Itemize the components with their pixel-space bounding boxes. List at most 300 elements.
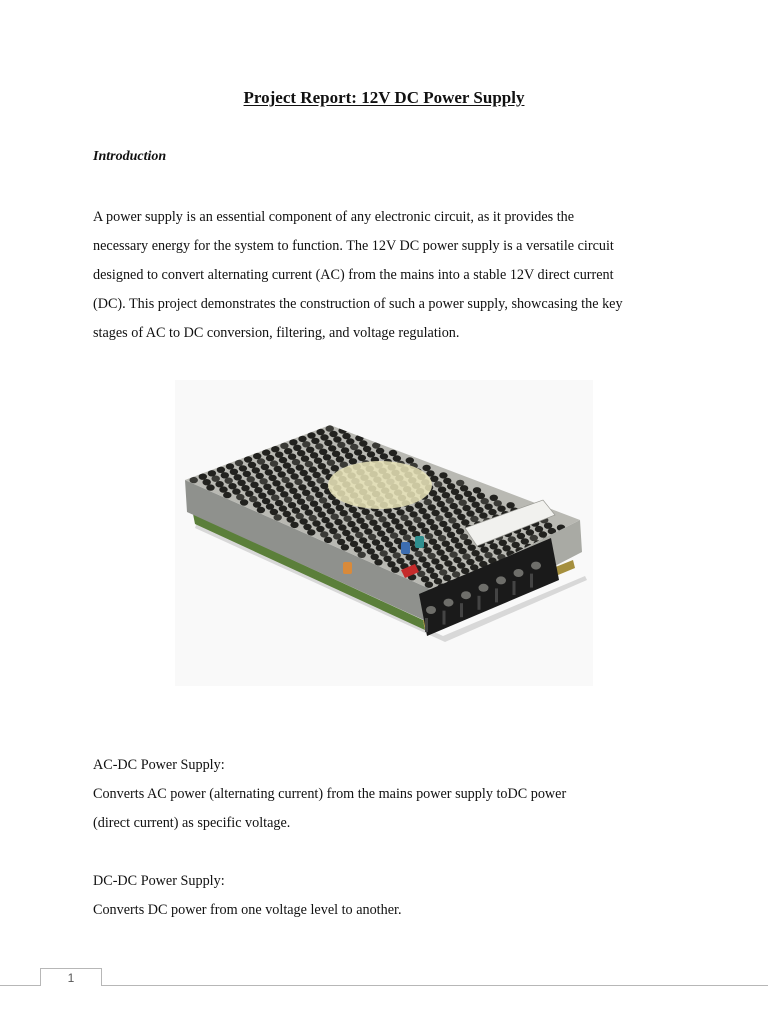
- vent-hole: [345, 453, 353, 459]
- vent-hole: [294, 479, 302, 485]
- vent-hole: [460, 534, 468, 540]
- vent-hole: [297, 499, 305, 505]
- vent-hole: [435, 564, 443, 570]
- vent-hole: [306, 495, 314, 501]
- vent-hole: [301, 504, 309, 510]
- vent-hole: [506, 502, 514, 508]
- vent-hole: [449, 551, 457, 557]
- vent-hole: [340, 510, 348, 516]
- vent-hole: [448, 566, 456, 572]
- vent-hole: [493, 549, 501, 555]
- vent-hole: [271, 446, 279, 452]
- vent-hole: [439, 521, 447, 527]
- vent-hole: [455, 543, 463, 549]
- vent-hole: [425, 582, 433, 588]
- vent-hole: [338, 524, 346, 530]
- vent-hole: [440, 506, 448, 512]
- vent-hole: [452, 523, 460, 529]
- vent-hole: [381, 536, 389, 542]
- vent-hole: [466, 510, 474, 516]
- vent-hole: [327, 460, 335, 466]
- ac-dc-line: Converts AC power (alternating current) from the mains power supply toDC power: [93, 786, 567, 802]
- vent-hole: [365, 514, 373, 520]
- vent-hole: [430, 573, 438, 579]
- vent-hole: [455, 494, 463, 500]
- vent-hole: [336, 505, 344, 511]
- vent-hole: [468, 545, 476, 551]
- vent-hole: [203, 479, 211, 485]
- vent-hole: [424, 547, 432, 553]
- vent-hole: [321, 517, 329, 523]
- vent-hole: [328, 445, 336, 451]
- vent-hole: [306, 447, 314, 453]
- vent-hole: [434, 530, 442, 536]
- vent-hole: [256, 473, 264, 479]
- vent-hole: [393, 455, 401, 461]
- vent-hole: [464, 539, 472, 545]
- vent-hole: [453, 508, 461, 514]
- vent-hole: [382, 522, 390, 528]
- vent-hole: [305, 509, 313, 515]
- vent-hole: [421, 528, 429, 534]
- terminal-divider: [425, 618, 428, 632]
- vent-hole: [426, 567, 434, 573]
- transformer-glimpse: [328, 461, 432, 509]
- vent-hole: [309, 466, 317, 472]
- vent-hole: [464, 491, 472, 497]
- vent-hole: [263, 484, 271, 490]
- vent-hole: [452, 571, 460, 577]
- vent-hole: [354, 449, 362, 455]
- vent-hole: [508, 536, 516, 542]
- vent-hole: [418, 508, 426, 514]
- vent-hole: [451, 537, 459, 543]
- vent-hole: [262, 498, 270, 504]
- vent-hole: [446, 497, 454, 503]
- vent-hole: [409, 511, 417, 517]
- vent-hole: [417, 522, 425, 528]
- vent-hole: [225, 478, 233, 484]
- vent-hole: [333, 436, 341, 442]
- vent-hole: [310, 452, 318, 458]
- vent-hole: [331, 514, 339, 520]
- vent-hole: [296, 513, 304, 519]
- vent-hole: [380, 453, 388, 459]
- vent-hole: [456, 480, 464, 486]
- vent-hole: [319, 449, 327, 455]
- vent-hole: [319, 497, 327, 503]
- vent-hole: [466, 559, 474, 565]
- paragraph-line: A power supply is an essential component of any electronic circuit, as it provides the: [93, 209, 575, 225]
- vent-hole: [311, 438, 319, 444]
- vent-hole: [244, 456, 252, 462]
- vent-hole: [351, 526, 359, 532]
- vent-hole: [311, 486, 319, 492]
- terminal-screw: [444, 599, 454, 607]
- vent-hole: [354, 546, 362, 552]
- vent-hole: [287, 516, 295, 522]
- vent-hole: [312, 472, 320, 478]
- vent-hole: [235, 460, 243, 466]
- vent-hole: [386, 527, 394, 533]
- vent-hole: [364, 528, 372, 534]
- vent-hole: [479, 512, 487, 518]
- vent-hole: [406, 506, 414, 512]
- terminal-divider: [443, 611, 446, 625]
- vent-hole: [219, 486, 227, 492]
- vent-hole: [434, 481, 442, 487]
- vent-hole: [318, 463, 326, 469]
- vent-hole: [372, 539, 380, 545]
- vent-hole: [324, 440, 332, 446]
- vent-hole: [367, 451, 375, 457]
- vent-hole: [333, 533, 341, 539]
- terminal-divider: [513, 581, 516, 595]
- vent-hole: [433, 495, 441, 501]
- vent-hole: [257, 458, 265, 464]
- vent-hole: [326, 425, 334, 431]
- paragraph-line: designed to convert alternating current (AC) from the mains into a stable 12V direct current: [93, 267, 614, 283]
- introduction-paragraph: [93, 203, 693, 348]
- vent-hole: [293, 445, 301, 451]
- vent-hole: [539, 531, 547, 537]
- vent-hole: [316, 429, 324, 435]
- vent-hole: [190, 477, 198, 483]
- vent-hole: [314, 458, 322, 464]
- vent-hole: [342, 433, 350, 439]
- vent-hole: [456, 528, 464, 534]
- vent-hole: [422, 513, 430, 519]
- terminal-divider: [460, 603, 463, 617]
- vent-hole: [314, 506, 322, 512]
- vent-hole: [302, 490, 310, 496]
- vent-hole: [272, 480, 280, 486]
- vent-hole: [320, 434, 328, 440]
- vent-hole: [369, 520, 377, 526]
- vent-hole: [299, 518, 307, 524]
- vent-hole: [284, 497, 292, 503]
- vent-hole: [281, 477, 289, 483]
- vent-hole: [457, 562, 465, 568]
- vent-hole: [387, 561, 395, 567]
- vent-hole: [316, 477, 324, 483]
- vent-hole: [324, 537, 332, 543]
- vent-hole: [371, 554, 379, 560]
- vent-hole: [212, 476, 220, 482]
- vent-hole: [274, 514, 282, 520]
- vent-hole: [399, 529, 407, 535]
- vent-hole: [315, 492, 323, 498]
- vent-hole: [221, 472, 229, 478]
- vent-hole: [406, 457, 414, 463]
- vent-hole: [257, 507, 265, 513]
- vent-hole: [292, 459, 300, 465]
- vent-hole: [421, 576, 429, 582]
- vent-hole: [310, 501, 318, 507]
- vent-hole: [428, 504, 436, 510]
- vent-hole: [250, 482, 258, 488]
- vent-hole: [237, 480, 245, 486]
- vent-hole: [360, 523, 368, 529]
- vent-hole: [526, 529, 534, 535]
- vent-hole: [208, 470, 216, 476]
- vent-hole: [325, 522, 333, 528]
- ac-dc-heading: AC-DC Power Supply:: [93, 757, 225, 773]
- vent-hole: [247, 476, 255, 482]
- vent-hole: [437, 501, 445, 507]
- vent-hole: [307, 481, 315, 487]
- vent-hole: [331, 465, 339, 471]
- vent-hole: [356, 518, 364, 524]
- vent-hole: [239, 465, 247, 471]
- vent-hole: [377, 530, 385, 536]
- vent-hole: [350, 444, 358, 450]
- vent-hole: [462, 505, 470, 511]
- vent-hole: [499, 540, 507, 546]
- vent-hole: [422, 562, 430, 568]
- vent-hole: [422, 465, 430, 471]
- vent-hole: [391, 567, 399, 573]
- vent-hole: [262, 449, 270, 455]
- vent-hole: [497, 506, 505, 512]
- vent-hole: [376, 448, 384, 454]
- vent-hole: [289, 488, 297, 494]
- vent-hole: [288, 502, 296, 508]
- vent-hole: [318, 511, 326, 517]
- vent-hole: [323, 454, 331, 460]
- vent-hole: [347, 521, 355, 527]
- vent-hole: [215, 481, 223, 487]
- vent-hole: [390, 532, 398, 538]
- vent-hole: [408, 526, 416, 532]
- vent-hole: [279, 457, 287, 463]
- vent-hole: [280, 443, 288, 449]
- vent-hole: [342, 530, 350, 536]
- vent-hole: [302, 441, 310, 447]
- vent-hole: [267, 489, 275, 495]
- vent-hole: [453, 557, 461, 563]
- vent-hole: [488, 509, 496, 515]
- vent-hole: [512, 542, 520, 548]
- vent-hole: [284, 448, 292, 454]
- vent-hole: [346, 535, 354, 541]
- vent-hole: [400, 515, 408, 521]
- vent-hole: [394, 538, 402, 544]
- vent-hole: [459, 500, 467, 506]
- vent-hole: [341, 447, 349, 453]
- vent-hole: [290, 522, 298, 528]
- vent-hole: [236, 494, 244, 500]
- vent-hole: [307, 529, 315, 535]
- vent-hole: [438, 535, 446, 541]
- vent-hole: [271, 495, 279, 501]
- vent-hole: [387, 513, 395, 519]
- vent-hole: [327, 508, 335, 514]
- vent-hole: [473, 487, 481, 493]
- vent-hole: [458, 548, 466, 554]
- vent-hole: [275, 500, 283, 506]
- vent-hole: [301, 456, 309, 462]
- vent-hole: [502, 545, 510, 551]
- vent-hole: [477, 493, 485, 499]
- vent-hole: [378, 516, 386, 522]
- vent-hole: [253, 453, 261, 459]
- vent-hole: [460, 485, 468, 491]
- vent-hole: [363, 446, 371, 452]
- vent-hole: [481, 498, 489, 504]
- vent-hole: [349, 507, 357, 513]
- capacitor-orange: [343, 562, 352, 574]
- vent-hole: [475, 507, 483, 513]
- vent-hole: [431, 510, 439, 516]
- vent-hole: [462, 553, 470, 559]
- vent-hole: [461, 568, 469, 574]
- vent-hole: [448, 517, 456, 523]
- vent-hole: [424, 499, 432, 505]
- vent-hole: [427, 553, 435, 559]
- vent-hole: [395, 524, 403, 530]
- vent-hole: [298, 484, 306, 490]
- vent-hole: [415, 502, 423, 508]
- vent-hole: [278, 471, 286, 477]
- vent-hole: [315, 443, 323, 449]
- vent-hole: [350, 541, 358, 547]
- vent-hole: [258, 493, 266, 499]
- vent-hole: [521, 538, 529, 544]
- vent-hole: [443, 575, 451, 581]
- vent-hole: [436, 549, 444, 555]
- vent-hole: [241, 485, 249, 491]
- vent-hole: [461, 519, 469, 525]
- vent-hole: [266, 503, 274, 509]
- vent-hole: [329, 528, 337, 534]
- dc-dc-heading: DC-DC Power Supply:: [93, 873, 225, 889]
- vent-hole: [288, 454, 296, 460]
- vent-hole: [223, 492, 231, 498]
- vent-hole: [329, 431, 337, 437]
- vent-hole: [484, 504, 492, 510]
- vent-hole: [368, 534, 376, 540]
- vent-hole: [283, 462, 291, 468]
- vent-hole: [217, 467, 225, 473]
- vent-hole: [430, 524, 438, 530]
- vent-hole: [435, 515, 443, 521]
- vent-hole: [234, 474, 242, 480]
- terminal-screw: [496, 576, 506, 584]
- vent-hole: [337, 539, 345, 545]
- terminal-divider: [478, 596, 481, 610]
- terminal-screw: [514, 569, 524, 577]
- vent-hole: [298, 436, 306, 442]
- vent-hole: [226, 463, 234, 469]
- vent-hole: [447, 483, 455, 489]
- vent-hole: [359, 537, 367, 543]
- vent-hole: [434, 578, 442, 584]
- vent-hole: [451, 489, 459, 495]
- ac-dc-line: (direct current) as specific voltage.: [93, 815, 291, 831]
- vent-hole: [268, 475, 276, 481]
- vent-hole: [346, 438, 354, 444]
- vent-hole: [320, 483, 328, 489]
- vent-hole: [443, 478, 451, 484]
- vent-hole: [297, 450, 305, 456]
- vent-hole: [303, 475, 311, 481]
- terminal-screw: [461, 591, 471, 599]
- vent-hole: [285, 482, 293, 488]
- vent-hole: [471, 550, 479, 556]
- vent-hole: [259, 478, 267, 484]
- vent-hole: [265, 469, 273, 475]
- vent-hole: [358, 552, 366, 558]
- vent-hole: [444, 512, 452, 518]
- vent-hole: [293, 493, 301, 499]
- vent-hole: [484, 552, 492, 558]
- vent-hole: [254, 487, 262, 493]
- vent-hole: [383, 556, 391, 562]
- vent-hole: [396, 509, 404, 515]
- vent-hole: [372, 442, 380, 448]
- vent-hole: [300, 470, 308, 476]
- vent-hole: [447, 532, 455, 538]
- vent-hole: [431, 558, 439, 564]
- vent-hole: [470, 516, 478, 522]
- vent-hole: [303, 524, 311, 530]
- vent-hole: [312, 520, 320, 526]
- vent-hole: [240, 499, 248, 505]
- vent-hole: [430, 476, 438, 482]
- vent-hole: [270, 460, 278, 466]
- vent-hole: [442, 492, 450, 498]
- vent-hole: [279, 505, 287, 511]
- vent-hole: [404, 520, 412, 526]
- vent-hole: [444, 560, 452, 566]
- vent-hole: [439, 472, 447, 478]
- vent-hole: [362, 509, 370, 515]
- terminal-screw: [479, 584, 489, 592]
- vent-hole: [309, 515, 317, 521]
- vent-hole: [283, 511, 291, 517]
- vent-hole: [334, 519, 342, 525]
- vent-hole: [426, 519, 434, 525]
- vent-hole: [341, 544, 349, 550]
- vent-hole: [475, 555, 483, 561]
- vent-hole: [270, 509, 278, 515]
- vent-hole: [266, 455, 274, 461]
- power-supply-image: [175, 380, 593, 686]
- vent-hole: [245, 491, 253, 497]
- vent-hole: [438, 487, 446, 493]
- vent-hole: [355, 435, 363, 441]
- terminal-screw: [426, 606, 436, 614]
- vent-hole: [337, 442, 345, 448]
- terminal-screw: [531, 562, 541, 570]
- vent-hole: [323, 503, 331, 509]
- vent-hole: [243, 471, 251, 477]
- vent-hole: [468, 496, 476, 502]
- vent-hole: [322, 468, 330, 474]
- vent-hole: [429, 539, 437, 545]
- vent-hole: [338, 427, 346, 433]
- introduction-heading: Introduction: [93, 149, 167, 164]
- terminal-divider: [530, 574, 533, 588]
- vent-hole: [336, 456, 344, 462]
- vent-hole: [391, 518, 399, 524]
- vent-hole: [355, 532, 363, 538]
- vent-hole: [403, 534, 411, 540]
- vent-hole: [305, 461, 313, 467]
- vent-hole: [206, 484, 214, 490]
- vent-hole: [480, 547, 488, 553]
